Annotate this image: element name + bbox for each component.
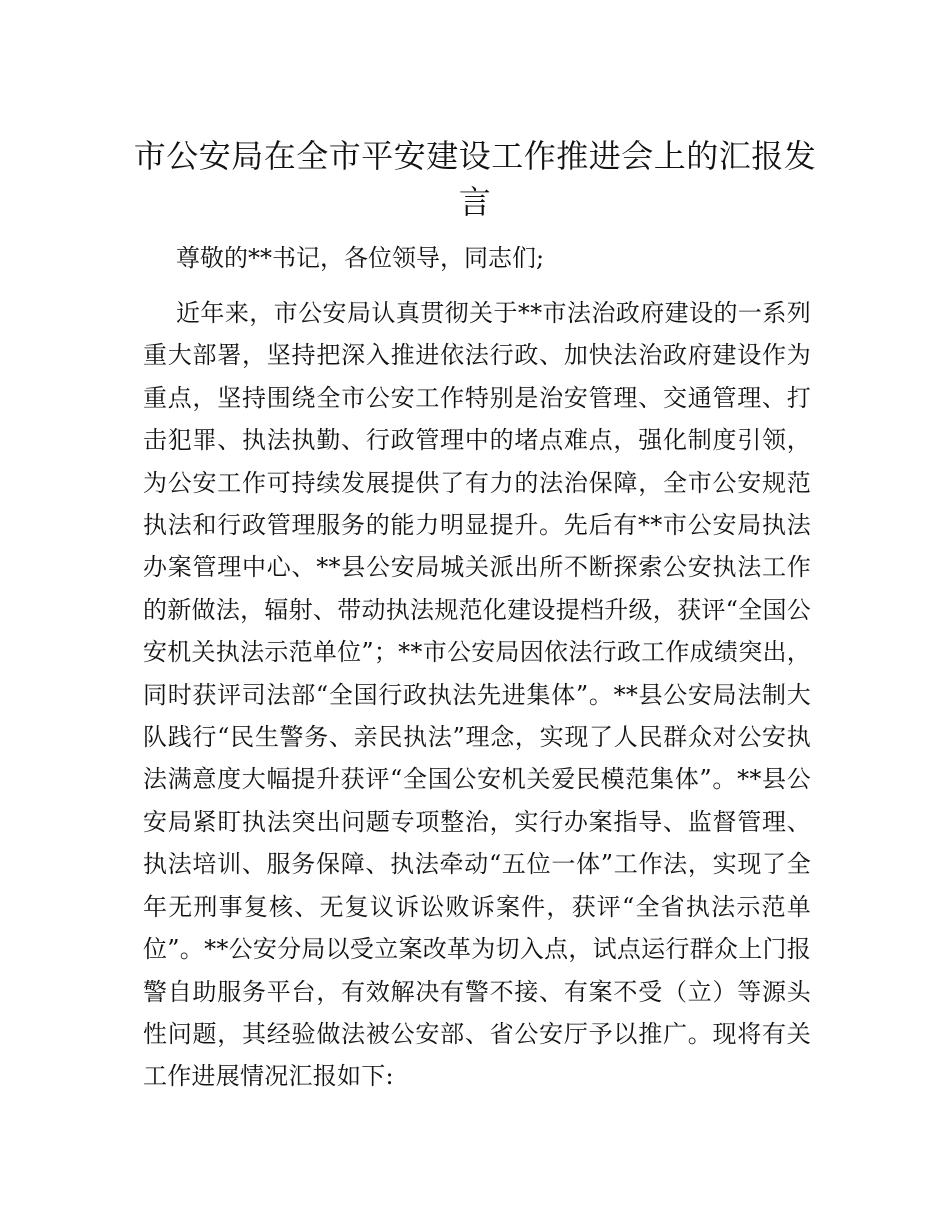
salutation: 尊敬的**书记，各位领导，同志们;: [176, 244, 545, 272]
document-title: 市公安局在全市平安建设工作推进会上的汇报发言: [133, 137, 817, 222]
body-paragraph: 近年来，市公安局认真贯彻关于**市法治政府建设的一系列重大部署，坚持把深入推进依法行政、加快法治政府建设作为重点，坚持围绕全市公安工作特别是治安管理、交通管理、打击犯罪、执法执勤、行政管理中的堵点难点，强化制度引领，为公安工作可持续发展提供了有力的法治保障，全市公安规范执法和行政管理服务的能力明显提升。先后有**市公安局执法办案管理中心、**县公安局城关派出所不断探索公安执法工作的新做法，辐射、带动执法规范化建设提档升级，获评“全国公安机关执法示范单位”；**市公安局因依法行政工作成绩突出，同时获评司法部“全国行政执法先进集体”。**县公安局法制大队践行“民生警务、亲民执法”理念，实现了人民群众对公安执法满意度大幅提升获评“全国公安机关爱民模范集体”。**县公安局紧盯执法突出问题专项整治，实行办案指导、监督管理、执法培训、服务保障、执法牵动“五位一体”工作法，实现了全年无刑事复核、无复议诉讼败诉案件，获评“全省执法示范单位”。**公安分局以受立案改革为切入点，试点运行群众上门报警自助服务平台，有效解决有警不接、有案不受（立）等源头性问题，其经验做法被公安部、省公安厅予以推广。现将有关工作进展情况汇报如下:: [143, 299, 811, 1091]
